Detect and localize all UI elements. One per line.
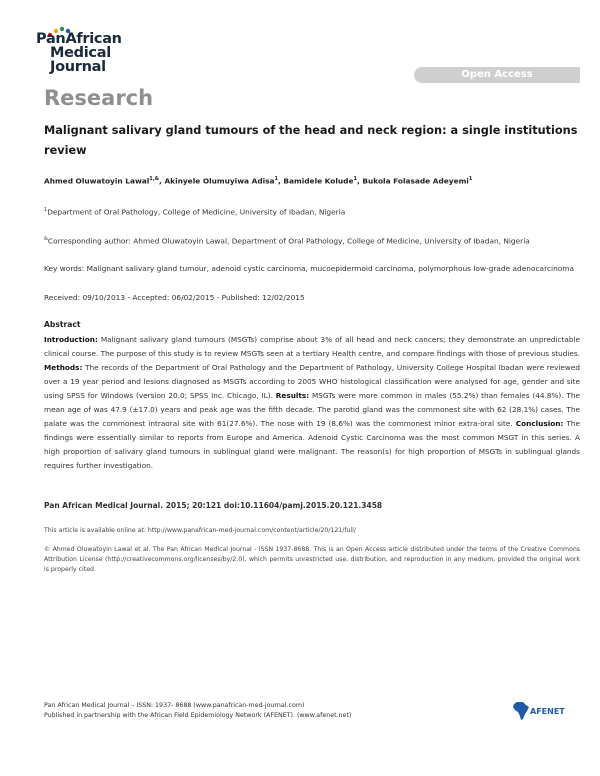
corresponding-author: &Corresponding author: Ahmed Oluwatoyin Lawal, Department of Oral Pathology, College of Medicine, University of Ibadan, Nigeria — [44, 236, 530, 246]
abstract-heading: Abstract — [44, 320, 81, 329]
affiliation: $^1$Department of Oral Pathology, College of Medicine, University of Ibadan, Nigeria — [44, 207, 346, 217]
africa-map-icon — [512, 701, 530, 721]
dates: Received: 09/10/2013 - Accepted: 06/02/2015 - Published: 12/02/2015 — [44, 293, 305, 302]
open-access-badge: Open Access — [414, 67, 580, 83]
footer-issn: Pan African Medical Journal – ISSN: 1937- 8688 (www.panafrican-med-journal.com) — [44, 702, 305, 709]
afenet-label: AFENET — [530, 707, 565, 716]
afenet-logo — [512, 701, 574, 723]
keywords: Key words: Malignant salivary gland tumour, adenoid cystic carcinoma, mucoepidermoid carcinoma, polymorphous low-grade adenocarcinoma — [44, 264, 575, 273]
journal-logo[interactable] — [36, 32, 122, 74]
author-name: Bamidele Kolude — [283, 176, 354, 186]
page-footer — [44, 701, 351, 720]
footer-partnership: Published in partnership with the African Field Epidemiology Network (AFENET). (www.afenet.net) — [44, 711, 352, 719]
article-title: Malignant salivary gland tumours of the head and neck region: a single institutions review — [44, 124, 578, 157]
logo-line-1: PanAfrican — [36, 31, 122, 47]
author-name: Bukola Folasade Adeyemi — [362, 176, 469, 186]
citation: Pan African Medical Journal. 2015; 20:121 doi:10.11604/pamj.2015.20.121.3458 — [44, 501, 383, 510]
license-text: © Ahmed Oluwatoyin Lawal et al. The Pan African Medical Journal - ISSN 1937-8688. This is an Open Access article distributed under the terms of the Creative Commons Attribution License (http://creativecommons.org/licenses/by/2.0), which permits unrestricted use, distribution, and reproduction in any medium, provided the original work is properly cited. — [44, 546, 580, 573]
logo-line-3: Journal — [50, 59, 106, 75]
author-name: Akinyele Olumuyiwa Adisa — [164, 176, 275, 186]
available-online[interactable]: This article is available online at: http://www.panafrican-med-journal.com/content/article/20/121/full/ — [44, 527, 356, 534]
section-label: Research — [44, 86, 154, 110]
logo-line-2: Medical — [50, 45, 111, 61]
author-name: Ahmed Oluwatoyin Lawal — [44, 176, 150, 186]
abstract-body: Introduction: Malignant salivary gland tumours (MSGTs) comprise about 3% of all head and neck cancers; they demonstrate an unpredictable clinical course. The purpose of this study is to review MSGTs seen at a tertiary Health centre, and compare findings with those of previous studies. Methods: The records of the Department of Oral Pathology and the Department of Pathology, University College Hospital Ibadan were reviewed over a 19 year period and lesions diagnosed as MSGTs according to 2005 WHO histological classification were analysed for age, gender and site using SPSS for Windows (version 20.0; SPSS Inc. Chicago, IL). Results: MSGTs were more common in males (55.2%) than females (44.8%). The mean age of was 47.9 (±17.0) years and peak age was the fifth decade. The parotid gland was the commonest site with 62 (28.1%) cases. The palate was the commonest intraoral site with 61(27.6%). The nose with 19 (8.6%) was the commonest minor extra-oral site. Conclusion: The findings were essentially similar to reports from Europe and America. Adenoid Cystic Carcinoma was the most common MSGT in this series. A high proportion of salivary gland tumours in sublingual gland were malignant. The reason(s) for high proportion of MSGTs in sublingual glands requires further investigation. — [44, 335, 580, 470]
author-list: Ahmed Oluwatoyin Lawal$^{1,\&}$, Akinyele Olumuyiwa Adisa$^1$, Bamidele Kolude$^1$, Bukola Folasade Adeyemi$^1$ — [44, 176, 473, 186]
